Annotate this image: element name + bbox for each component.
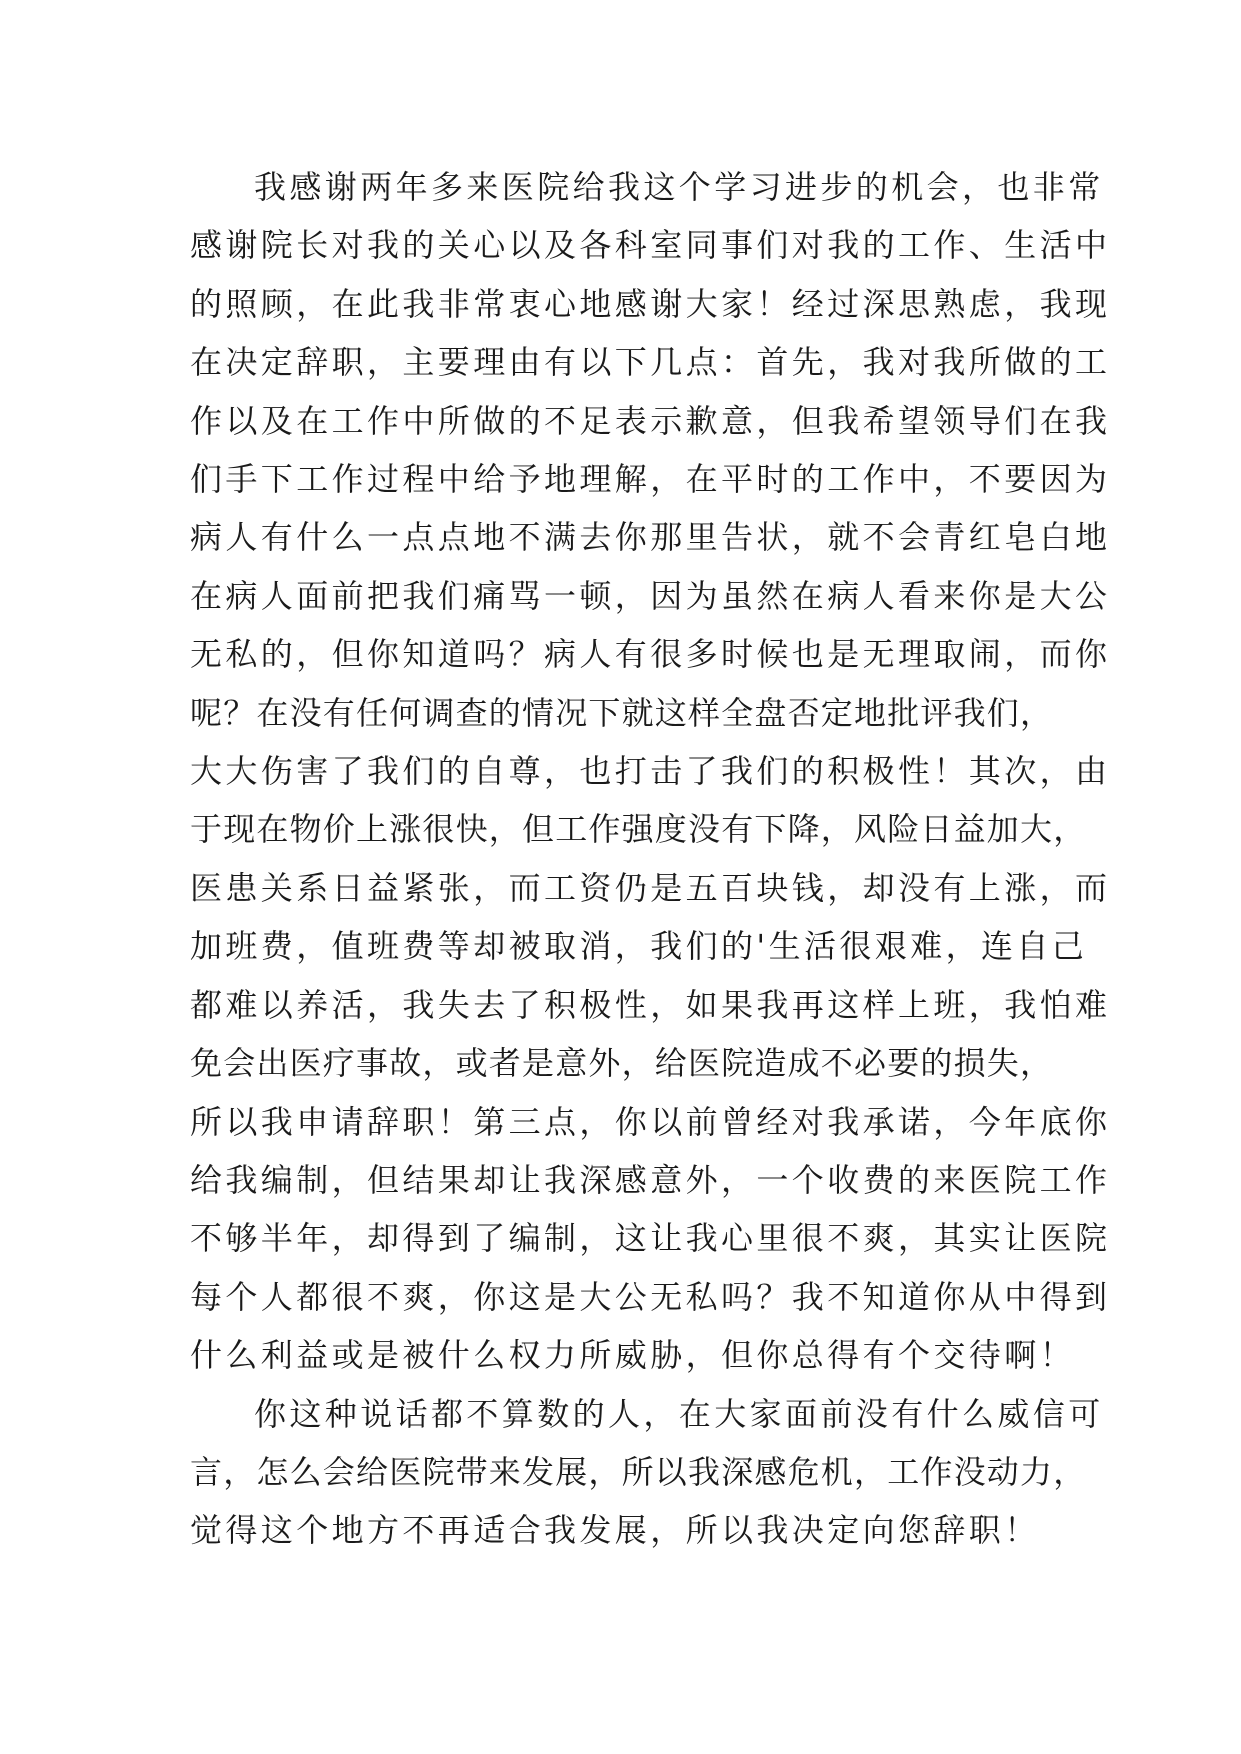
text-line: 病人有什么一点点地不满去你那里告状，就不会青红皂白地 <box>190 518 1111 557</box>
text-line: 言，怎么会给医院带来发展，所以我深感危机，工作没动力， <box>190 1452 1087 1491</box>
text-line: 都难以养活，我失去了积极性，如果我再这样上班，我怕难 <box>190 985 1111 1024</box>
text-line: 呢？在没有任何调查的情况下就这样全盘否定地批评我们， <box>190 693 1054 732</box>
text-line: 的照顾，在此我非常衷心地感谢大家！经过深思熟虑，我现 <box>190 284 1111 323</box>
text-line: 于现在物价上涨很快，但工作强度没有下降，风险日益加大， <box>190 810 1087 849</box>
text-line: 你这种说话都不算数的人，在大家面前没有什么威信可 <box>254 1394 1104 1433</box>
text-line: 我感谢两年多来医院给我这个学习进步的机会，也非常 <box>254 168 1104 206</box>
text-line: 在病人面前把我们痛骂一顿，因为虽然在病人看来你是大公 <box>190 576 1111 615</box>
text-line: 医患关系日益紧张，而工资仍是五百块钱，却没有上涨，而 <box>190 868 1111 907</box>
paragraph-2 <box>190 1385 1104 1560</box>
paragraph-1 <box>190 158 1111 1385</box>
text-line: 感谢院长对我的关心以及各科室同事们对我的工作、生活中 <box>190 226 1111 265</box>
text-line: 无私的，但你知道吗？病人有很多时候也是无理取闹，而你 <box>190 635 1111 674</box>
text-line: 每个人都很不爽，你这是大公无私吗？我不知道你从中得到 <box>190 1277 1111 1316</box>
text-line: 觉得这个地方不再适合我发展，所以我决定向您辞职！ <box>190 1511 1040 1550</box>
text-line: 什么利益或是被什么权力所威胁，但你总得有个交待啊！ <box>190 1336 1076 1375</box>
text-line: 在决定辞职，主要理由有以下几点：首先，我对我所做的工 <box>190 343 1111 382</box>
text-line: 大大伤害了我们的自尊，也打击了我们的积极性！其次，由 <box>190 752 1111 791</box>
text-line: 作以及在工作中所做的不足表示歉意，但我希望领导们在我 <box>190 401 1111 440</box>
text-line: 免会出医疗事故，或者是意外，给医院造成不必要的损失， <box>190 1044 1054 1083</box>
text-line: 加班费，值班费等却被取消，我们的'生活很艰难，连自己 <box>190 927 1088 966</box>
text-line: 不够半年，却得到了编制，这让我心里很不爽，其实让医院 <box>190 1219 1111 1258</box>
text-line: 所以我申请辞职！第三点，你以前曾经对我承诺，今年底你 <box>190 1102 1111 1141</box>
text-line: 们手下工作过程中给予地理解，在平时的工作中，不要因为 <box>190 460 1111 499</box>
document-body <box>190 158 1111 1560</box>
text-line: 给我编制，但结果却让我深感意外，一个收费的来医院工作 <box>190 1160 1111 1199</box>
